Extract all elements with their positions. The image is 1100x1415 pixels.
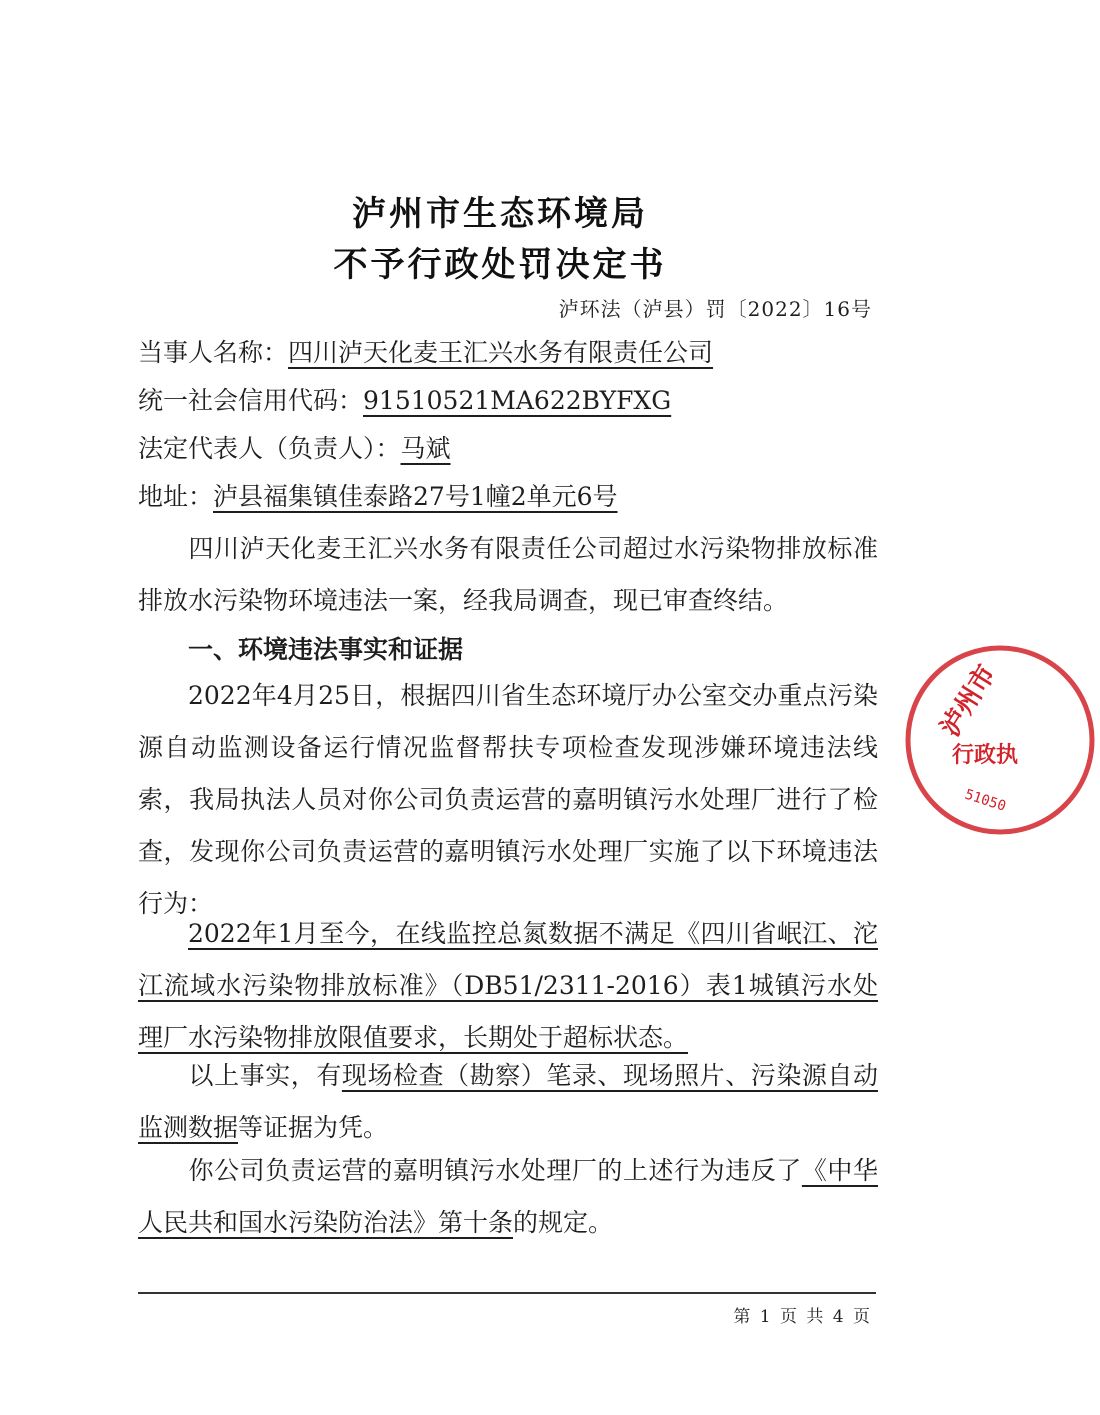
intro-text: 四川泸天化麦王汇兴水务有限责任公司超过水污染物排放标准排放水污染物环境违法一案，经我局调查，现已审查终结。 bbox=[138, 534, 878, 615]
footer-divider bbox=[138, 1292, 876, 1294]
law-paragraph bbox=[138, 1145, 878, 1249]
violation-paragraph bbox=[138, 908, 878, 1064]
address-row bbox=[138, 474, 876, 519]
party-name-row bbox=[138, 330, 876, 375]
party-name-value: 四川泸天化麦王汇兴水务有限责任公司 bbox=[288, 338, 714, 367]
seal-text-top: 泸州市 bbox=[935, 659, 1003, 742]
address-value: 泸县福集镇佳泰路27号1幢2单元6号 bbox=[213, 482, 618, 511]
fact-paragraph bbox=[138, 670, 878, 930]
law-reference: 《中华人民共和国水污染防治法》第十条 bbox=[138, 1156, 878, 1237]
intro-paragraph bbox=[138, 523, 878, 627]
legal-rep-label: 法定代表人（负责人）： bbox=[138, 434, 401, 463]
legal-rep-row bbox=[138, 426, 876, 471]
seal-text-mid: 行政执 bbox=[952, 743, 1019, 768]
document-number: 泸环法（泸县）罚〔2022〕16号 bbox=[558, 297, 872, 321]
violation-text: 2022年1月至今，在线监控总氮数据不满足《四川省岷江、沱江流域水污染物排放标准》（DB51/2311-2016）表1城镇污水处理厂水污染物排放限值要求，长期处于超标状态。 bbox=[138, 919, 878, 1052]
law-prefix: 你公司负责运营的嘉明镇污水处理厂的上述行为违反了 bbox=[188, 1156, 802, 1185]
law-suffix: 的规定。 bbox=[513, 1208, 614, 1237]
address-label: 地址： bbox=[138, 482, 214, 511]
seal-code: 51050 bbox=[962, 786, 1008, 815]
document-title-line2: 不予行政处罚决定书 bbox=[333, 245, 667, 285]
document-title-line1: 泸州市生态环境局 bbox=[352, 194, 648, 234]
fact-text: 2022年4月25日，根据四川省生态环境厅办公室交办重点污染源自动监测设备运行情况监督帮扶专项检查发现涉嫌环境违法线索，我局执法人员对你公司负责运营的嘉明镇污水处理厂进行了检查，发现你公司负责运营的嘉明镇污水处理厂实施了以下环境违法行为： bbox=[138, 681, 878, 918]
evidence-items: 现场检查（勘察）笔录、现场照片、污染源自动监测数据 bbox=[138, 1061, 878, 1142]
credit-code-value: 91510521MA622BYFXG bbox=[363, 386, 672, 415]
evidence-prefix: 以上事实，有 bbox=[188, 1061, 342, 1090]
party-name-label: 当事人名称： bbox=[138, 338, 289, 367]
section-heading-facts: 一、环境违法事实和证据 bbox=[188, 635, 464, 664]
evidence-paragraph bbox=[138, 1050, 878, 1154]
evidence-suffix: 等证据为凭。 bbox=[238, 1113, 389, 1142]
credit-code-row bbox=[138, 378, 876, 423]
page-indicator: 第 1 页 共 4 页 bbox=[733, 1307, 872, 1327]
official-seal-stamp bbox=[900, 640, 1100, 840]
legal-rep-value: 马斌 bbox=[400, 434, 451, 463]
credit-code-label: 统一社会信用代码： bbox=[138, 386, 364, 415]
